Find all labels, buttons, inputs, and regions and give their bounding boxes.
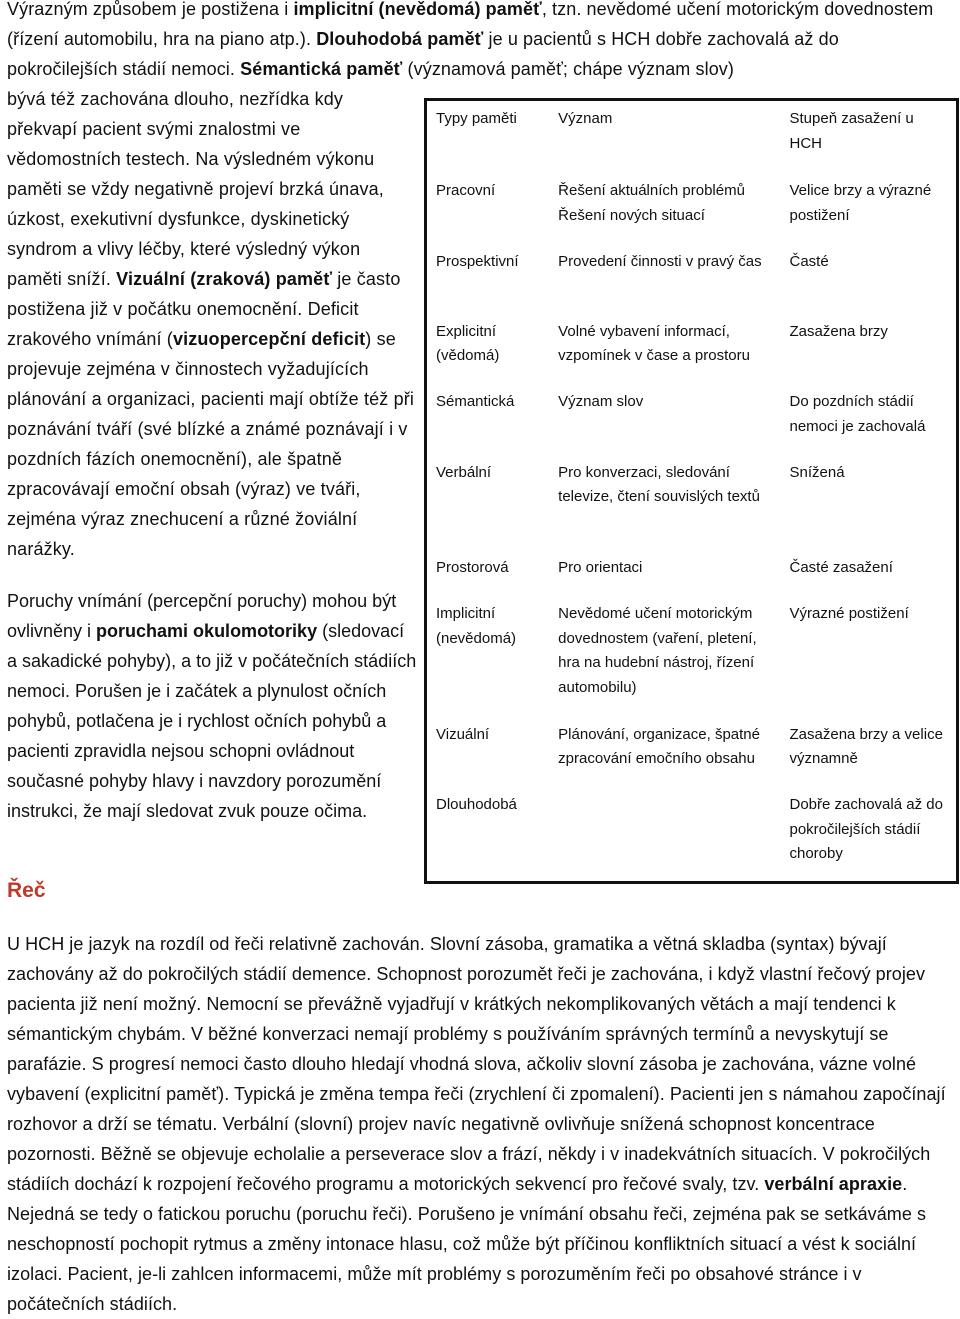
text: je často postižena již v počátku onemocnění. Deficit zrakového vnímání ( [7,269,401,349]
left-column-paragraph-2 [7,586,417,826]
table-cell: Verbální [436,463,492,481]
table-cell: Sémantická [436,393,515,411]
left-column-paragraph [7,84,417,564]
table-cell: Pracovní [436,182,496,200]
table-cell: Časté zasažení [789,559,893,576]
text: ) se projevuje zejména v činnostech vyžadujících plánování a organizaci, pacienti mají obtíže též při poznávání tváří (své blízké a známé poznávají i v pozdních fázích onemocnění), ale špatně zpracovávají emoční obsah (výraz) ve tváři, zejména výraz znechucení a různé žoviální narážky. [7,329,415,559]
table-row [426,787,958,882]
speech-paragraph [7,929,952,1319]
table-header-cell: Stupeň zasažení u HCH [789,110,914,152]
table-cell: Význam slov [558,393,644,411]
table-cell: Nevědomé učení motorickým dovednostem (vaření, pletení, hra na hudební nástroj, řízení automobilu) [558,605,757,696]
intro-paragraph [7,0,952,84]
table-row [426,314,958,384]
bold-term: implicitní (nevědomá) paměť [293,0,542,19]
table-cell: Prostorová [436,559,509,576]
table-cell: Pro orientaci [558,559,643,576]
bold-term: poruchami okulomotoriky [96,621,318,641]
bold-term: Vizuální (zraková) paměť [116,269,333,289]
table-row [426,384,958,454]
bold-term: Dlouhodobá paměť [316,29,484,49]
text: . Nejedná se tedy o fatickou poruchu (poruchu řeči). Porušeno je vnímání obsahu řeči, zejména pak se setkáváme s neschopností pochopit rytmus a změny intonace hlasu, což může být příčinou konfliktních situací a vést k sociální izolaci. Pacient, je-li zahlcen informacemi, může mít problémy s porozuměním řeči po obsahové stránce i v počátečních stádiích. [7,1174,926,1314]
table-cell: Řešení aktuálních problémů Řešení nových situací [558,182,745,224]
table-header-cell: Typy paměti [436,110,517,127]
bold-term: vizuopercepční deficit [172,329,366,349]
text: , tzn. nevědomé učení motorickým dovednostem (řízení automobilu, hra na piano atp.). [7,0,934,49]
section-heading: Řeč [7,879,46,902]
text: bývá též zachována dlouho, nezřídka kdy překvapí pacient svými znalostmi ve vědomostních testech. Na výsledném výkonu paměti se vždy negativně projeví brzká únava, úzkost, exekutivní dysfunkce, dyskinetický syndrom a vlivy léčby, které výsledný výkon paměti sníží. [7,89,384,289]
table-row [426,596,958,717]
table-cell: Zasažena brzy a velice významně [789,725,943,768]
table-header-row [426,100,958,174]
table-cell: Snížená [789,463,845,481]
table-cell: Do pozdních stádií nemoci je zachovalá [789,393,926,435]
table-cell: Explicitní (vědomá) [436,322,500,365]
table-row [426,455,958,550]
text: (významová paměť; chápe význam slov) [402,59,734,79]
text: je u pacientů s HCH dobře zachovalá až do pokročilejších stádií nemoci. [7,29,839,79]
table-header-cell: Význam [558,110,613,127]
table-cell: Pro konverzaci, sledování televize, čtení souvislých textů [558,463,760,506]
text: Poruchy vnímání (percepční poruchy) mohou být ovlivněny i [7,591,397,641]
table-cell: Zasažena brzy [789,322,888,340]
table-cell: Plánování, organizace, špatné zpracování emočního obsahu [558,725,760,768]
text: Výrazným způsobem je postižena i [7,0,294,19]
bold-term: Sémantická paměť [240,59,403,79]
table-cell: Provedení činnosti v pravý čas [558,252,762,270]
table-cell: Prospektivní [436,252,519,270]
table-cell: Dlouhodobá [436,796,517,814]
table-cell: Volné vybavení informací, vzpomínek v čase a prostoru [558,322,750,365]
table-row [426,173,958,243]
table-cell: Výrazné postižení [789,605,909,623]
table-cell: Velice brzy a výrazné postižení [789,182,932,224]
text: (sledovací a sakadické pohyby), a to již v počátečních stádiích nemoci. Porušen je i začátek a plynulost očních pohybů, potlačena je i rychlost očních pohybů a pacienti zpravidla nejsou schopni ovládnout současné pohyby hlavy i navzdory porozumění instrukci, že mají sledovat zvuk pouze očima. [7,621,417,821]
memory-types-table [424,98,959,884]
table-cell [549,787,780,882]
bold-term: verbální apraxie [764,1174,903,1194]
text: U HCH je jazyk na rozdíl od řeči relativně zachován. Slovní zásoba, gramatika a větná skladba (syntax) bývají zachovány až do pokročilých stádií demence. Schopnost porozumět řeči je zachována, i když vlastní řečový projev pacienta již není možný. Nemocní se převážně vyjadřují v krátkých nekomplikovaných větách a mají tendenci k sémantickým chybám. V běžné konverzaci nemají problémy s používáním správných termínů a nevyskytují se parafázie. S progresí nemoci často dlouho hledají vhodná slova, ačkoliv slovní zásoba je zachována, vázne volné vybavení (explicitní paměť). Typická je změna tempa řeči (zrychlení či zpomalení). Pacienti jen s námahou započínají rozhovor a drží se tématu. Verbální (slovní) projev navíc negativně ovlivňuje snížená schopnost koncentrace pozornosti. Běžně se objevuje echolalie a perseverace slov a frází, někdy i v inadekvátních situacích. V pokročilých stádiích dochází k rozpojení řečového programu a motorických sekvencí pro řečové svaly, tzv. [7,934,946,1194]
table-row [426,244,958,314]
table-cell: Vizuální [436,725,490,743]
table-row [426,550,958,596]
table-cell: Časté [789,252,829,270]
table-cell: Implicitní (nevědomá) [436,605,517,647]
table-cell: Dobře zachovalá až do pokročilejších stádií choroby [789,796,943,863]
table-row [426,717,958,787]
